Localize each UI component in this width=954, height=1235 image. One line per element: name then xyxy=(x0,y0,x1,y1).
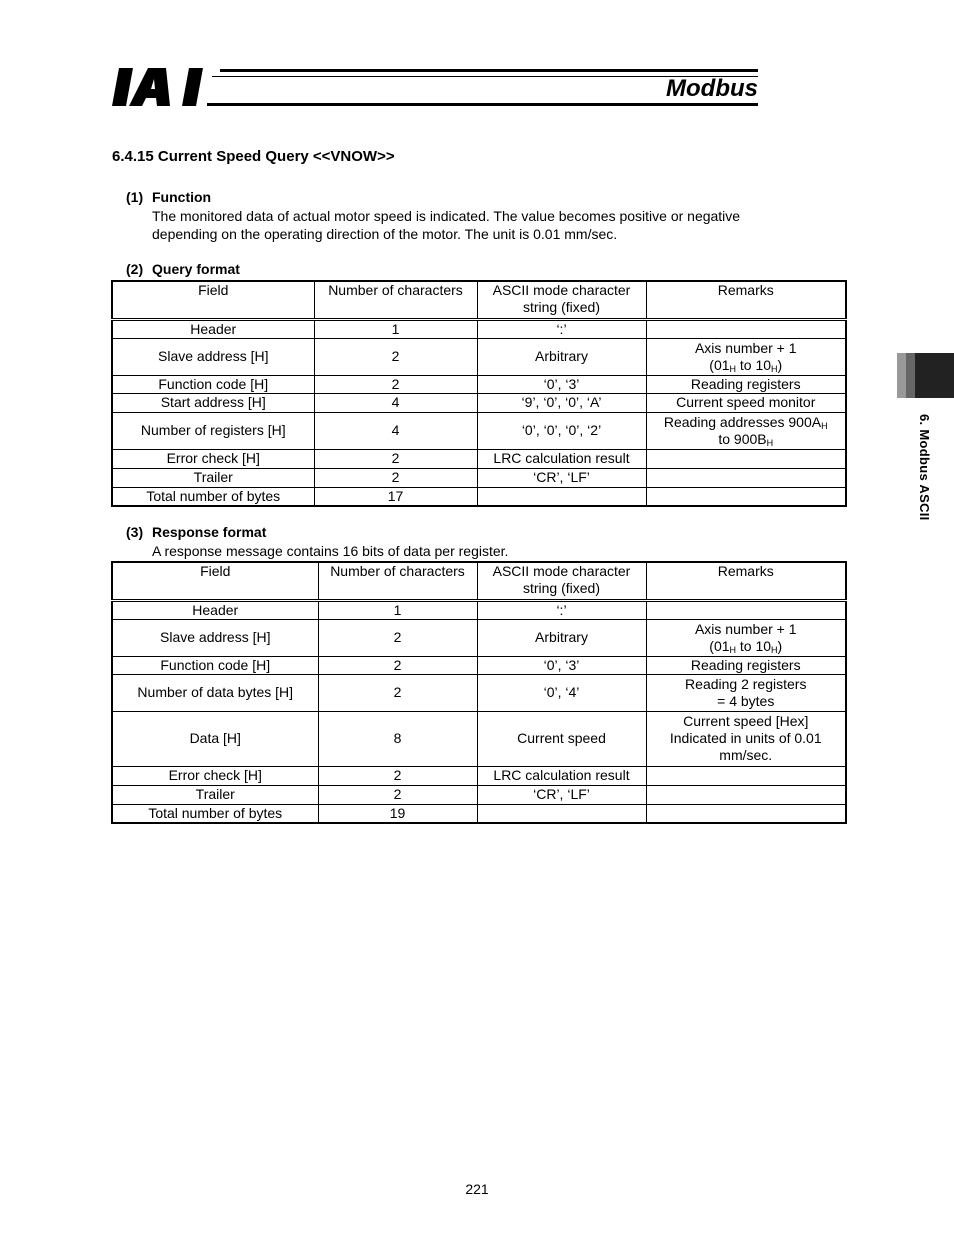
iai-logo xyxy=(112,68,212,106)
table-row: Slave address [H] 2 Arbitrary Axis number + 1 ($01_H$ to $10_H$) xyxy=(112,619,846,656)
table-row: Slave address [H] 2 Arbitrary Axis number + 1 ($01_H$ to $10_H$) xyxy=(112,338,846,375)
table-row: Total number of bytes 17 xyxy=(112,487,846,506)
table-row: Number of registers [H] 4 ‘0’, ‘0’, ‘0’, ‘2’ Reading addresses $900A_H$ to $900B_H$ xyxy=(112,412,846,449)
table-row: Error check [H] 2 LRC calculation result xyxy=(112,449,846,468)
table-row: Error check [H] 2 LRC calculation result xyxy=(112,766,846,785)
header-rule-bottom xyxy=(207,103,758,106)
table-row: Trailer 2 ‘CR’, ‘LF’ xyxy=(112,468,846,487)
function-description: The monitored data of actual motor speed is indicated. The value becomes positive or negative depending on the operating direction of the motor. The unit is 0.01 mm/sec. xyxy=(152,208,741,242)
table-row: Header 1 ‘:’ xyxy=(112,319,846,338)
table-header-row: Field Number of characters ASCII mode character string (fixed) Remarks xyxy=(112,281,846,319)
table-row: Start address [H] 4 ‘9’, ‘0’, ‘0’, ‘A’ Current speed monitor xyxy=(112,393,846,412)
table-row: Trailer 2 ‘CR’, ‘LF’ xyxy=(112,785,846,804)
table-header-row: Field Number of characters ASCII mode character string (fixed) Remarks xyxy=(112,562,846,600)
response-format-table xyxy=(111,561,847,824)
table-row: Header 1 ‘:’ xyxy=(112,600,846,619)
chapter-tab-label: 6. Modbus ASCII xyxy=(917,414,932,521)
document-title: Modbus xyxy=(666,75,758,102)
section-title: 6.4.15 Current Speed Query <<VNOW>> xyxy=(112,148,395,165)
table-row: Function code [H] 2 ‘0’, ‘3’ Reading registers xyxy=(112,375,846,393)
header-rule-top xyxy=(220,69,758,72)
page-number: 221 xyxy=(465,1181,489,1197)
response-description: A response message contains 16 bits of data per register. xyxy=(152,543,509,559)
table-row: Number of data bytes [H] 2 ‘0’, ‘4’ Reading 2 registers = 4 bytes xyxy=(112,674,846,711)
table-row: Total number of bytes 19 xyxy=(112,804,846,823)
query-format-table xyxy=(111,280,847,507)
table-row: Function code [H] 2 ‘0’, ‘3’ Reading registers xyxy=(112,656,846,674)
query-heading: (2) Query format xyxy=(126,261,240,277)
response-heading: (3) Response format xyxy=(126,524,267,540)
table-row: Data [H] 8 Current speed Current speed [Hex] Indicated in units of 0.01 mm/sec. xyxy=(112,711,846,766)
chapter-tab-marker xyxy=(897,353,954,398)
function-heading: (1) Function xyxy=(126,189,212,205)
